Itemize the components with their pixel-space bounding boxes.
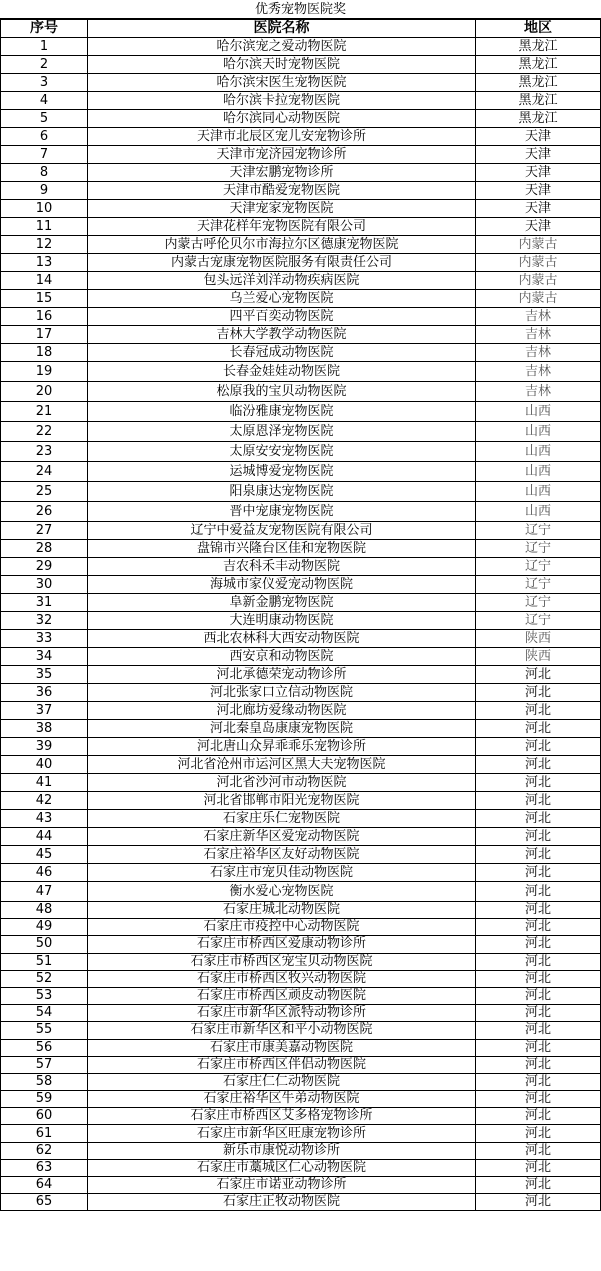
cell-name[interactable]: 石家庄市桥西区顽皮动物医院: [88, 987, 476, 1004]
header-row: [1, 20, 601, 38]
cell-region[interactable]: 黑龙江: [476, 38, 601, 56]
cell-name[interactable]: 天津市北辰区宠儿安宠物诊所: [88, 128, 476, 146]
cell-region[interactable]: 内蒙古: [476, 254, 601, 272]
cell-region[interactable]: 河北: [476, 1177, 601, 1194]
table-row: [1, 846, 601, 864]
cell-name[interactable]: 石家庄市新华区派特动物诊所: [88, 1005, 476, 1022]
hospital-table: [0, 19, 601, 1211]
cell-name[interactable]: 长春冠成动物医院: [88, 344, 476, 362]
cell-no[interactable]: 37: [1, 702, 88, 720]
cell-region[interactable]: 吉林: [476, 344, 601, 362]
cell-name[interactable]: 天津花样年宠物医院有限公司: [88, 218, 476, 236]
cell-name[interactable]: 四平百奕动物医院: [88, 308, 476, 326]
cell-region[interactable]: 河北: [476, 1073, 601, 1090]
table-row: [1, 522, 601, 540]
cell-region[interactable]: 天津: [476, 182, 601, 200]
cell-no[interactable]: 26: [1, 502, 88, 522]
cell-no[interactable]: 27: [1, 522, 88, 540]
table-row: [1, 902, 601, 919]
table-row: [1, 92, 601, 110]
table-row: [1, 164, 601, 182]
cell-name[interactable]: 阜新金鹏宠物医院: [88, 594, 476, 612]
cell-region[interactable]: 河北: [476, 1159, 601, 1176]
cell-name[interactable]: 石家庄城北动物医院: [88, 902, 476, 919]
cell-region[interactable]: 河北: [476, 1091, 601, 1108]
cell-region[interactable]: 天津: [476, 146, 601, 164]
cell-name[interactable]: 河北省沙河市动物医院: [88, 774, 476, 792]
cell-region[interactable]: 河北: [476, 970, 601, 987]
cell-no[interactable]: 18: [1, 344, 88, 362]
cell-region[interactable]: 河北: [476, 738, 601, 756]
cell-name[interactable]: 内蒙古宠康宠物医院服务有限责任公司: [88, 254, 476, 272]
cell-name[interactable]: 太原恩泽宠物医院: [88, 422, 476, 442]
table-row: [1, 630, 601, 648]
cell-name[interactable]: 太原安安宠物医院: [88, 442, 476, 462]
cell-region[interactable]: 河北: [476, 902, 601, 919]
table-body: [1, 38, 601, 1211]
cell-region[interactable]: 河北: [476, 1056, 601, 1073]
table-row: [1, 1091, 601, 1108]
cell-name[interactable]: 石家庄裕华区牛弟动物医院: [88, 1091, 476, 1108]
cell-no[interactable]: 39: [1, 738, 88, 756]
cell-no[interactable]: 17: [1, 326, 88, 344]
table-row: [1, 738, 601, 756]
cell-name[interactable]: 石家庄市宠贝佳动物医院: [88, 864, 476, 882]
cell-no[interactable]: 36: [1, 684, 88, 702]
cell-no[interactable]: 15: [1, 290, 88, 308]
table-row: [1, 594, 601, 612]
cell-no[interactable]: 25: [1, 482, 88, 502]
cell-no[interactable]: 47: [1, 882, 88, 902]
table-row: [1, 482, 601, 502]
table-row: [1, 1005, 601, 1022]
cell-region[interactable]: 吉林: [476, 362, 601, 382]
cell-name[interactable]: 石家庄乐仁宠物医院: [88, 810, 476, 828]
cell-name[interactable]: 西北农林科大西安动物医院: [88, 630, 476, 648]
cell-name[interactable]: 河北唐山众昇乖乖乐宠物诊所: [88, 738, 476, 756]
table-row: [1, 74, 601, 92]
cell-no[interactable]: 64: [1, 1177, 88, 1194]
cell-name[interactable]: 石家庄市桥西区伴侣动物医院: [88, 1056, 476, 1073]
table-row: [1, 1142, 601, 1159]
cell-no[interactable]: 61: [1, 1125, 88, 1142]
cell-region[interactable]: 河北: [476, 828, 601, 846]
cell-name[interactable]: 石家庄市桥西区爱康动物诊所: [88, 936, 476, 953]
cell-region[interactable]: 内蒙古: [476, 236, 601, 254]
cell-name[interactable]: 河北省邯郸市阳光宠物医院: [88, 792, 476, 810]
cell-name[interactable]: 石家庄市康美嘉动物医院: [88, 1039, 476, 1056]
cell-no[interactable]: 46: [1, 864, 88, 882]
header-name[interactable]: 医院名称: [88, 20, 476, 38]
cell-no[interactable]: 24: [1, 462, 88, 482]
table-row: [1, 402, 601, 422]
cell-region[interactable]: 山西: [476, 462, 601, 482]
cell-name[interactable]: 河北承德荣宠动物诊所: [88, 666, 476, 684]
cell-region[interactable]: 辽宁: [476, 612, 601, 630]
sheet-title: 优秀宠物医院奖: [0, 0, 601, 19]
cell-name[interactable]: 石家庄市桥西区牧兴动物医院: [88, 970, 476, 987]
table-row: [1, 308, 601, 326]
cell-region[interactable]: 吉林: [476, 382, 601, 402]
cell-name[interactable]: 哈尔滨宠之爱动物医院: [88, 38, 476, 56]
cell-name[interactable]: 乌兰爱心宠物医院: [88, 290, 476, 308]
cell-name[interactable]: 河北秦皇岛康康宠物医院: [88, 720, 476, 738]
cell-no[interactable]: 3: [1, 74, 88, 92]
cell-no[interactable]: 12: [1, 236, 88, 254]
cell-name[interactable]: 石家庄仁仁动物医院: [88, 1073, 476, 1090]
cell-name[interactable]: 哈尔滨卡拉宠物医院: [88, 92, 476, 110]
cell-region[interactable]: 辽宁: [476, 540, 601, 558]
table-row: [1, 462, 601, 482]
cell-region[interactable]: 河北: [476, 774, 601, 792]
cell-no[interactable]: 10: [1, 200, 88, 218]
cell-no[interactable]: 55: [1, 1022, 88, 1039]
table-row: [1, 56, 601, 74]
table-row: [1, 290, 601, 308]
table-row: [1, 970, 601, 987]
cell-no[interactable]: 32: [1, 612, 88, 630]
cell-region[interactable]: 河北: [476, 1039, 601, 1056]
cell-name[interactable]: 石家庄市新华区和平小动物医院: [88, 1022, 476, 1039]
cell-region[interactable]: 内蒙古: [476, 272, 601, 290]
cell-region[interactable]: 山西: [476, 402, 601, 422]
cell-region[interactable]: 河北: [476, 720, 601, 738]
cell-no[interactable]: 28: [1, 540, 88, 558]
table-row: [1, 1022, 601, 1039]
cell-no[interactable]: 16: [1, 308, 88, 326]
cell-name[interactable]: 西安京和动物医院: [88, 648, 476, 666]
cell-name[interactable]: 晋中宠康宠物医院: [88, 502, 476, 522]
table-row: [1, 502, 601, 522]
table-row: [1, 1125, 601, 1142]
table-row: [1, 344, 601, 362]
cell-name[interactable]: 天津宠家宠物医院: [88, 200, 476, 218]
table-row: [1, 272, 601, 290]
cell-no[interactable]: 42: [1, 792, 88, 810]
cell-no[interactable]: 62: [1, 1142, 88, 1159]
table-row: [1, 236, 601, 254]
cell-no[interactable]: 38: [1, 720, 88, 738]
cell-region[interactable]: 河北: [476, 756, 601, 774]
cell-region[interactable]: 河北: [476, 953, 601, 970]
cell-no[interactable]: 56: [1, 1039, 88, 1056]
cell-no[interactable]: 23: [1, 442, 88, 462]
table-row: [1, 684, 601, 702]
cell-name[interactable]: 内蒙古呼伦贝尔市海拉尔区德康宠物医院: [88, 236, 476, 254]
cell-no[interactable]: 7: [1, 146, 88, 164]
cell-no[interactable]: 34: [1, 648, 88, 666]
table-row: [1, 218, 601, 236]
table-row: [1, 612, 601, 630]
cell-region[interactable]: 吉林: [476, 326, 601, 344]
cell-no[interactable]: 50: [1, 936, 88, 953]
cell-name[interactable]: 天津市宠济园宠物诊所: [88, 146, 476, 164]
table-row: [1, 648, 601, 666]
cell-no[interactable]: 20: [1, 382, 88, 402]
cell-no[interactable]: 57: [1, 1056, 88, 1073]
cell-region[interactable]: 吉林: [476, 308, 601, 326]
cell-no[interactable]: 49: [1, 919, 88, 936]
table-row: [1, 720, 601, 738]
cell-name[interactable]: 河北廊坊爱缘动物医院: [88, 702, 476, 720]
cell-no[interactable]: 13: [1, 254, 88, 272]
cell-region[interactable]: 河北: [476, 702, 601, 720]
table-row: [1, 362, 601, 382]
cell-region[interactable]: 山西: [476, 482, 601, 502]
table-row: [1, 1073, 601, 1090]
table-row: [1, 128, 601, 146]
cell-region[interactable]: 山西: [476, 422, 601, 442]
cell-no[interactable]: 11: [1, 218, 88, 236]
cell-name[interactable]: 松原我的宝贝动物医院: [88, 382, 476, 402]
cell-no[interactable]: 6: [1, 128, 88, 146]
table-row: [1, 1194, 601, 1211]
cell-no[interactable]: 59: [1, 1091, 88, 1108]
cell-name[interactable]: 阳泉康达宠物医院: [88, 482, 476, 502]
cell-no[interactable]: 33: [1, 630, 88, 648]
cell-region[interactable]: 黑龙江: [476, 110, 601, 128]
cell-name[interactable]: 新乐市康悦动物诊所: [88, 1142, 476, 1159]
table-row: [1, 828, 601, 846]
table-row: [1, 919, 601, 936]
table-row: [1, 1056, 601, 1073]
table-row: [1, 1108, 601, 1125]
cell-name[interactable]: 临汾雅康宠物医院: [88, 402, 476, 422]
cell-name[interactable]: 石家庄市桥西区艾多格宠物诊所: [88, 1108, 476, 1125]
cell-name[interactable]: 天津市酷爱宠物医院: [88, 182, 476, 200]
table-row: [1, 442, 601, 462]
cell-name[interactable]: 哈尔滨天时宠物医院: [88, 56, 476, 74]
cell-no[interactable]: 14: [1, 272, 88, 290]
cell-name[interactable]: 石家庄市诺亚动物诊所: [88, 1177, 476, 1194]
cell-no[interactable]: 43: [1, 810, 88, 828]
cell-name[interactable]: 石家庄新华区爱宠动物医院: [88, 828, 476, 846]
cell-region[interactable]: 天津: [476, 218, 601, 236]
table-row: [1, 936, 601, 953]
table-row: [1, 792, 601, 810]
cell-name[interactable]: 衡水爱心宠物医院: [88, 882, 476, 902]
cell-name[interactable]: 吉农科禾丰动物医院: [88, 558, 476, 576]
table-row: [1, 38, 601, 56]
header-region[interactable]: 地区: [476, 20, 601, 38]
table-row: [1, 540, 601, 558]
cell-region[interactable]: 陕西: [476, 630, 601, 648]
cell-no[interactable]: 58: [1, 1073, 88, 1090]
cell-no[interactable]: 44: [1, 828, 88, 846]
table-row: [1, 1177, 601, 1194]
cell-no[interactable]: 2: [1, 56, 88, 74]
cell-no[interactable]: 30: [1, 576, 88, 594]
cell-no[interactable]: 52: [1, 970, 88, 987]
cell-region[interactable]: 河北: [476, 936, 601, 953]
cell-no[interactable]: 40: [1, 756, 88, 774]
cell-no[interactable]: 35: [1, 666, 88, 684]
cell-no[interactable]: 51: [1, 953, 88, 970]
cell-region[interactable]: 河北: [476, 666, 601, 684]
cell-no[interactable]: 48: [1, 902, 88, 919]
cell-no[interactable]: 53: [1, 987, 88, 1004]
cell-name[interactable]: 海城市家仪爱宠动物医院: [88, 576, 476, 594]
table-row: [1, 774, 601, 792]
table-row: [1, 182, 601, 200]
table-row: [1, 146, 601, 164]
cell-no[interactable]: 22: [1, 422, 88, 442]
cell-no[interactable]: 8: [1, 164, 88, 182]
cell-region[interactable]: 黑龙江: [476, 56, 601, 74]
cell-region[interactable]: 河北: [476, 846, 601, 864]
cell-name[interactable]: 吉林大学教学动物医院: [88, 326, 476, 344]
cell-no[interactable]: 31: [1, 594, 88, 612]
cell-region[interactable]: 河北: [476, 1194, 601, 1211]
cell-name[interactable]: 河北张家口立信动物医院: [88, 684, 476, 702]
cell-no[interactable]: 1: [1, 38, 88, 56]
cell-region[interactable]: 辽宁: [476, 594, 601, 612]
cell-region[interactable]: 内蒙古: [476, 290, 601, 308]
cell-region[interactable]: 河北: [476, 810, 601, 828]
table-row: [1, 576, 601, 594]
cell-region[interactable]: 辽宁: [476, 558, 601, 576]
table-row: [1, 702, 601, 720]
cell-no[interactable]: 54: [1, 1005, 88, 1022]
table-row: [1, 987, 601, 1004]
table-row: [1, 422, 601, 442]
cell-no[interactable]: 60: [1, 1108, 88, 1125]
cell-region[interactable]: 黑龙江: [476, 74, 601, 92]
cell-name[interactable]: 河北省沧州市运河区黑大夫宠物医院: [88, 756, 476, 774]
cell-name[interactable]: 大连明康动物医院: [88, 612, 476, 630]
table-row: [1, 756, 601, 774]
cell-name[interactable]: 石家庄裕华区友好动物医院: [88, 846, 476, 864]
table-row: [1, 200, 601, 218]
cell-region[interactable]: 河北: [476, 1022, 601, 1039]
cell-name[interactable]: 石家庄市新华区旺康宠物诊所: [88, 1125, 476, 1142]
table-row: [1, 953, 601, 970]
cell-region[interactable]: 天津: [476, 200, 601, 218]
cell-region[interactable]: 河北: [476, 1142, 601, 1159]
cell-region[interactable]: 天津: [476, 164, 601, 182]
cell-name[interactable]: 盘锦市兴隆台区佳和宠物医院: [88, 540, 476, 558]
cell-region[interactable]: 辽宁: [476, 576, 601, 594]
cell-region[interactable]: 黑龙江: [476, 92, 601, 110]
cell-name[interactable]: 哈尔滨同心动物医院: [88, 110, 476, 128]
cell-name[interactable]: 哈尔滨宋医生宠物医院: [88, 74, 476, 92]
cell-no[interactable]: 65: [1, 1194, 88, 1211]
cell-name[interactable]: 辽宁中爱益友宠物医院有限公司: [88, 522, 476, 540]
cell-region[interactable]: 天津: [476, 128, 601, 146]
cell-region[interactable]: 辽宁: [476, 522, 601, 540]
table-row: [1, 1159, 601, 1176]
cell-region[interactable]: 河北: [476, 919, 601, 936]
header-no[interactable]: 序号: [1, 20, 88, 38]
cell-no[interactable]: 45: [1, 846, 88, 864]
cell-region[interactable]: 河北: [476, 684, 601, 702]
cell-region[interactable]: 河北: [476, 882, 601, 902]
cell-region[interactable]: 陕西: [476, 648, 601, 666]
cell-name[interactable]: 石家庄市疫控中心动物医院: [88, 919, 476, 936]
cell-no[interactable]: 4: [1, 92, 88, 110]
cell-name[interactable]: 石家庄市桥西区宠宝贝动物医院: [88, 953, 476, 970]
cell-no[interactable]: 41: [1, 774, 88, 792]
cell-name[interactable]: 包头远洋刘洋动物疾病医院: [88, 272, 476, 290]
cell-no[interactable]: 5: [1, 110, 88, 128]
cell-region[interactable]: 河北: [476, 792, 601, 810]
cell-region[interactable]: 河北: [476, 1125, 601, 1142]
cell-region[interactable]: 河北: [476, 987, 601, 1004]
table-row: [1, 864, 601, 882]
cell-no[interactable]: 9: [1, 182, 88, 200]
table-row: [1, 382, 601, 402]
cell-region[interactable]: 山西: [476, 442, 601, 462]
cell-name[interactable]: 天津宏鹏宠物诊所: [88, 164, 476, 182]
table-row: [1, 666, 601, 684]
cell-name[interactable]: 石家庄正牧动物医院: [88, 1194, 476, 1211]
table-row: [1, 558, 601, 576]
cell-name[interactable]: 长春金娃娃动物医院: [88, 362, 476, 382]
table-row: [1, 254, 601, 272]
cell-region[interactable]: 河北: [476, 1005, 601, 1022]
cell-no[interactable]: 29: [1, 558, 88, 576]
cell-region[interactable]: 河北: [476, 1108, 601, 1125]
cell-name[interactable]: 石家庄市藁城区仁心动物医院: [88, 1159, 476, 1176]
cell-region[interactable]: 山西: [476, 502, 601, 522]
cell-no[interactable]: 63: [1, 1159, 88, 1176]
cell-region[interactable]: 河北: [476, 864, 601, 882]
cell-no[interactable]: 21: [1, 402, 88, 422]
cell-no[interactable]: 19: [1, 362, 88, 382]
table-row: [1, 810, 601, 828]
table-row: [1, 326, 601, 344]
table-row: [1, 110, 601, 128]
table-row: [1, 882, 601, 902]
cell-name[interactable]: 运城博爱宠物医院: [88, 462, 476, 482]
table-row: [1, 1039, 601, 1056]
